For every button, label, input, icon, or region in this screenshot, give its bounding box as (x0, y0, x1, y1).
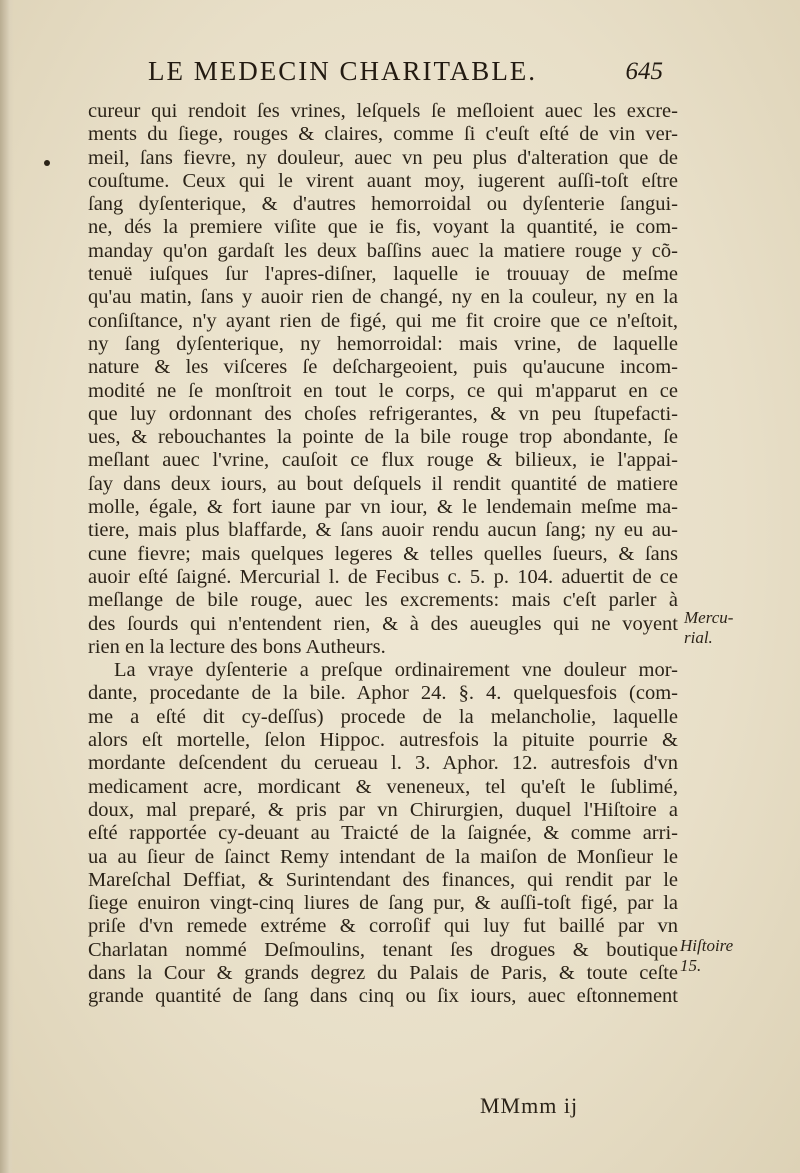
signature-mark: MMmm ij (480, 1093, 579, 1118)
text-line: ua au ſieur de ſainct Remy intendant de la maiſon de Monſieur le (88, 845, 678, 868)
text-line: ſiege enuiron vingt-cinq liures de ſang pur, & auſſi-toſt figé, par la (88, 892, 678, 915)
text-line: ſang dyſenterique, & d'autres hemorroidal ou dyſenterie ſangui- (88, 193, 678, 216)
text-line: molle, égale, & fort iaune par vn iour, & le lendemain meſme ma- (88, 496, 678, 519)
text-line: grande quantité de ſang dans cinq ou ſix iours, auec eſtonnement (88, 985, 678, 1008)
text-line: Charlatan nommé Deſmoulins, tenant ſes drogues & boutique (88, 938, 678, 961)
running-title: LE MEDECIN CHARITABLE. (148, 56, 538, 86)
text-line: priſe d'vn remede extréme & corroſif qui luy fut baillé par vn (88, 915, 678, 938)
margin-note-histoire-number: 15. (680, 956, 702, 975)
text-line: eſté rapportée cy-deuant au Traicté de la ſaignée, & comme arri- (88, 822, 678, 845)
text-line: ues, & rebouchantes la pointe de la bile rouge trop abondante, ſe (88, 426, 678, 449)
text-line: auoir eſté ſaigné. Mercurial l. de Fecibus c. 5. p. 104. aduertit de ce (88, 565, 678, 588)
text-line: meſlange de bile rouge, auec les excrements: mais c'eſt parler à (88, 589, 678, 612)
text-line: ne, dés la premiere viſite que ie fis, voyant la quantité, ie com- (88, 216, 678, 239)
text-line: tenuë iuſques ſur l'apres-diſner, laquelle ie trouuay de meſme (88, 263, 678, 286)
paragraph-start-line: La vraye dyſenterie a preſque ordinairement vne douleur mor- (114, 659, 678, 682)
margin-mark-icon (44, 160, 50, 166)
text-line: nature & les viſceres ſe deſchargeoient, puis qu'aucune incom- (88, 356, 678, 379)
text-line: ny ſang dyſenterique, ny hemorroidal: mais vrine, de laquelle (88, 332, 678, 355)
text-line: conſiſtance, n'y ayant rien de figé, qui me fit croire que ce n'eſtoit, (88, 309, 678, 332)
text-line: Mareſchal Deffiat, & Surintendant des finances, qui rendit par le (88, 868, 678, 891)
text-line: alors eſt mortelle, ſelon Hippoc. autresfois la pituite pourrie & (88, 729, 678, 752)
text-line: cureur qui rendoit ſes vrines, leſquels ſe meſloient auec les excre- (88, 100, 678, 122)
margin-note-mercurial-cont: rial. (684, 628, 713, 647)
page-gutter-shadow (0, 0, 14, 1173)
body-text (88, 100, 678, 1009)
text-line: dante, procedante de la bile. Aphor 24. §. 4. quelquesfois (com- (88, 682, 678, 705)
text-line: qu'au matin, ſans y auoir rien de changé, ny en la couleur, ny en la (88, 286, 678, 309)
text-line: couſtume. Ceux qui le virent auant moy, iugerent auſſi-toſt eſtre (88, 169, 678, 192)
text-line: doux, mal preparé, & pris par vn Chirurgien, duquel l'Hiſtoire a (88, 798, 678, 821)
text-line: medicament acre, mordicant & veneneux, tel qu'eſt le ſublimé, (88, 775, 678, 798)
text-line: ſay dans deux iours, au bout deſquels il rendit quantité de matiere (88, 472, 678, 495)
text-line: modité ne ſe monſtroit en tout le corps, ce qui m'apparut en ce (88, 379, 678, 402)
text-line: me a eſté dit cy-deſſus) procede de la melancholie, laquelle (88, 705, 678, 728)
text-line: meil, ſans fievre, ny douleur, auec vn peu plus d'alteration que de (88, 146, 678, 169)
text-line: ments du ſiege, rouges & claires, comme ſi c'euſt eſté de vin ver- (88, 123, 678, 146)
paragraph-end-line: rien en la lecture des bons Autheurs. (88, 635, 386, 658)
page-number: 645 (625, 58, 663, 85)
text-line: meſlant auec l'vrine, cauſoit ce flux rouge & bilieux, ie l'appai- (88, 449, 678, 472)
margin-note-histoire: Hiſtoire (680, 936, 734, 955)
text-line: mordante deſcendent du cerueau l. 3. Aphor. 12. autresfois d'vn (88, 752, 678, 775)
text-line: tiere, mais plus blaffarde, & ſans auoir rendu aucun ſang; ny eu au- (88, 519, 678, 542)
margin-note-mercurial: Mercu- (684, 608, 734, 627)
running-head (148, 56, 663, 96)
text-line: cune fievre; mais quelques legeres & telles quelles ſueurs, & ſans (88, 542, 678, 565)
text-line: des ſourds qui n'entendent rien, & à des aueugles qui ne voyent (88, 612, 678, 635)
text-line: que luy ordonnant des choſes refrigerantes, & vn peu ſtupefacti- (88, 402, 678, 425)
text-line: manday qu'on gardaſt les deux baſſins auec la matiere rouge y cõ- (88, 239, 678, 262)
text-line: dans la Cour & grands degrez du Palais de Paris, & toute ceſte (88, 961, 678, 984)
